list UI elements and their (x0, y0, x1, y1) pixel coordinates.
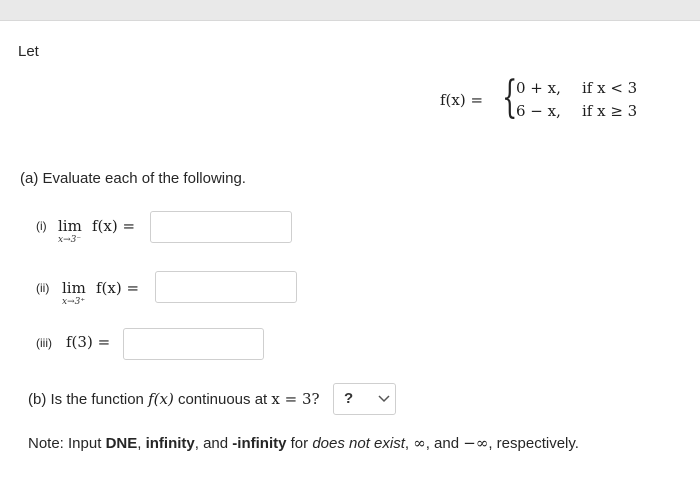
dropdown-value: ? (344, 390, 354, 407)
answer-input-iii[interactable] (123, 328, 264, 360)
continuity-dropdown[interactable] (333, 383, 396, 415)
case-2-cond: if x ≥ 3 (582, 102, 638, 120)
part-b-prefix: (b) Is the function (28, 391, 144, 408)
item-i-number: (i) (36, 219, 47, 233)
item-ii-sub: x→3⁺ (62, 297, 86, 307)
part-b-point: x = 3? (271, 390, 320, 408)
brace-symbol: { (502, 72, 518, 123)
part-a-heading: (a) Evaluate each of the following. (20, 170, 246, 187)
item-ii-number: (ii) (36, 281, 50, 295)
let-label: Let (18, 43, 39, 60)
item-ii-lim: lim (62, 279, 86, 297)
part-b-func: f(x) (148, 390, 174, 408)
chevron-down-icon (378, 395, 390, 403)
note-for: for (290, 435, 309, 452)
item-iii-number: (iii) (36, 336, 52, 350)
part-b-question (28, 390, 320, 408)
case-1-expr: 0 + x, (516, 79, 561, 97)
item-i-lim: lim (58, 217, 82, 235)
note-inf-symbol: ∞ (413, 434, 426, 452)
item-i-sub: x→3⁻ (58, 235, 82, 245)
answer-input-i[interactable] (150, 211, 292, 243)
item-ii-expr: f(x) = (96, 279, 140, 297)
note-and2: , and (425, 435, 460, 452)
item-iii-expr: f(3) = (66, 333, 111, 351)
function-lhs-text: f(x) = (440, 91, 484, 109)
piecewise-function (440, 72, 660, 127)
answer-input-ii[interactable] (155, 271, 297, 303)
part-b-continuous: continuous at (177, 391, 268, 408)
note-comma2: , (404, 435, 410, 452)
case-2-expr: 6 − x, (516, 102, 561, 120)
note-prefix: Note: Input (28, 435, 102, 452)
item-i-expr: f(x) = (92, 217, 136, 235)
question-card (0, 20, 700, 488)
note-neg-inf-symbol: −∞ (463, 434, 489, 452)
note-does-not-exist: does not exist (312, 435, 405, 452)
note-and: , and (194, 435, 229, 452)
note-dne: DNE (105, 435, 138, 452)
note-comma1: , (137, 435, 142, 452)
note-neg-infinity: -infinity (232, 435, 287, 452)
note-suffix: , respectively. (488, 435, 579, 452)
function-lhs (440, 91, 483, 109)
note-text (28, 434, 579, 452)
note-infinity: infinity (145, 435, 195, 452)
case-1-cond: if x < 3 (582, 79, 638, 97)
